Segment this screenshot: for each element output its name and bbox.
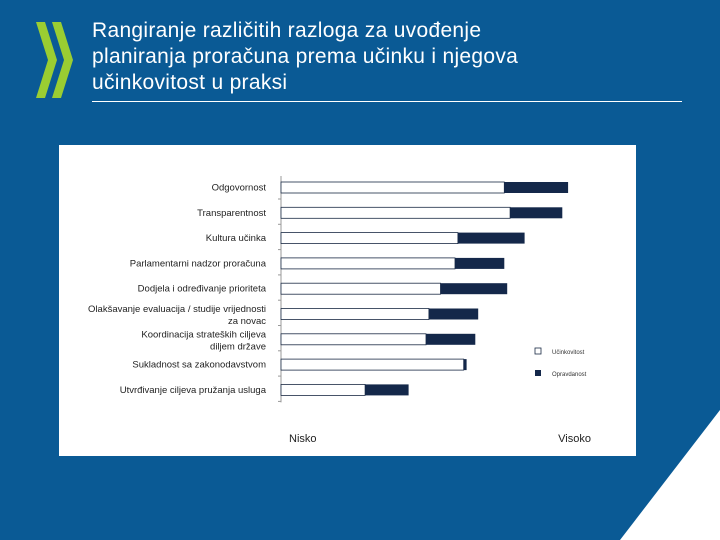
legend-swatch [535,348,541,354]
chart-panel [59,145,636,456]
bar-ucinkovitost [281,207,510,218]
bar-ucinkovitost [281,233,458,244]
bar-opravdanost [510,207,562,218]
bar-opravdanost [426,334,475,345]
ranking-bar-chart [59,145,636,456]
bar-ucinkovitost [281,182,504,193]
legend-label: Učinkovitost [552,350,585,356]
category-label: diljem države [210,341,266,353]
bar-opravdanost [365,384,409,395]
category-label: Sukladnost sa zakonodavstvom [132,359,266,371]
bar-opravdanost [455,258,504,269]
category-label: Kultura učinka [205,233,266,245]
category-label: Olakšavanje evaluacija / studije vrijednosti [88,304,266,315]
category-label: Utvrđivanje ciljeva pružanja usluga [119,384,266,396]
category-label: za novac [227,316,266,327]
title-underline [92,101,682,102]
bar-ucinkovitost [281,258,455,269]
oecd-chevron-logo-icon [36,22,80,98]
bar-ucinkovitost [281,384,365,395]
category-label: Dodjela i određivanje prioriteta [137,283,266,295]
title-line: planiranja proračuna prema učinku i njegova [92,45,519,68]
category-label: Parlamentarni nadzor proračuna [129,258,266,270]
bar-opravdanost [429,309,478,320]
category-label: Koordinacija strateških ciljeva [141,329,266,341]
legend-label: Opravdanost [552,372,587,378]
bar-opravdanost [464,359,467,370]
bar-opravdanost [458,233,525,244]
bar-opravdanost [504,182,568,193]
bar-opravdanost [441,283,508,294]
legend-swatch [535,370,541,376]
x-axis-label-low: Nisko [289,433,317,445]
bar-ucinkovitost [281,283,441,294]
category-label: Transparentnost [197,207,266,219]
x-axis-label-high: Visoko [558,433,591,445]
bar-ucinkovitost [281,359,464,370]
category-label: Odgovornost [211,182,266,194]
bar-ucinkovitost [281,334,426,345]
page-title [92,18,682,96]
title-line: Rangiranje različitih razloga za uvođenje [92,19,482,42]
title-line: učinkovitost u praksi [92,71,288,94]
bar-ucinkovitost [281,309,429,320]
